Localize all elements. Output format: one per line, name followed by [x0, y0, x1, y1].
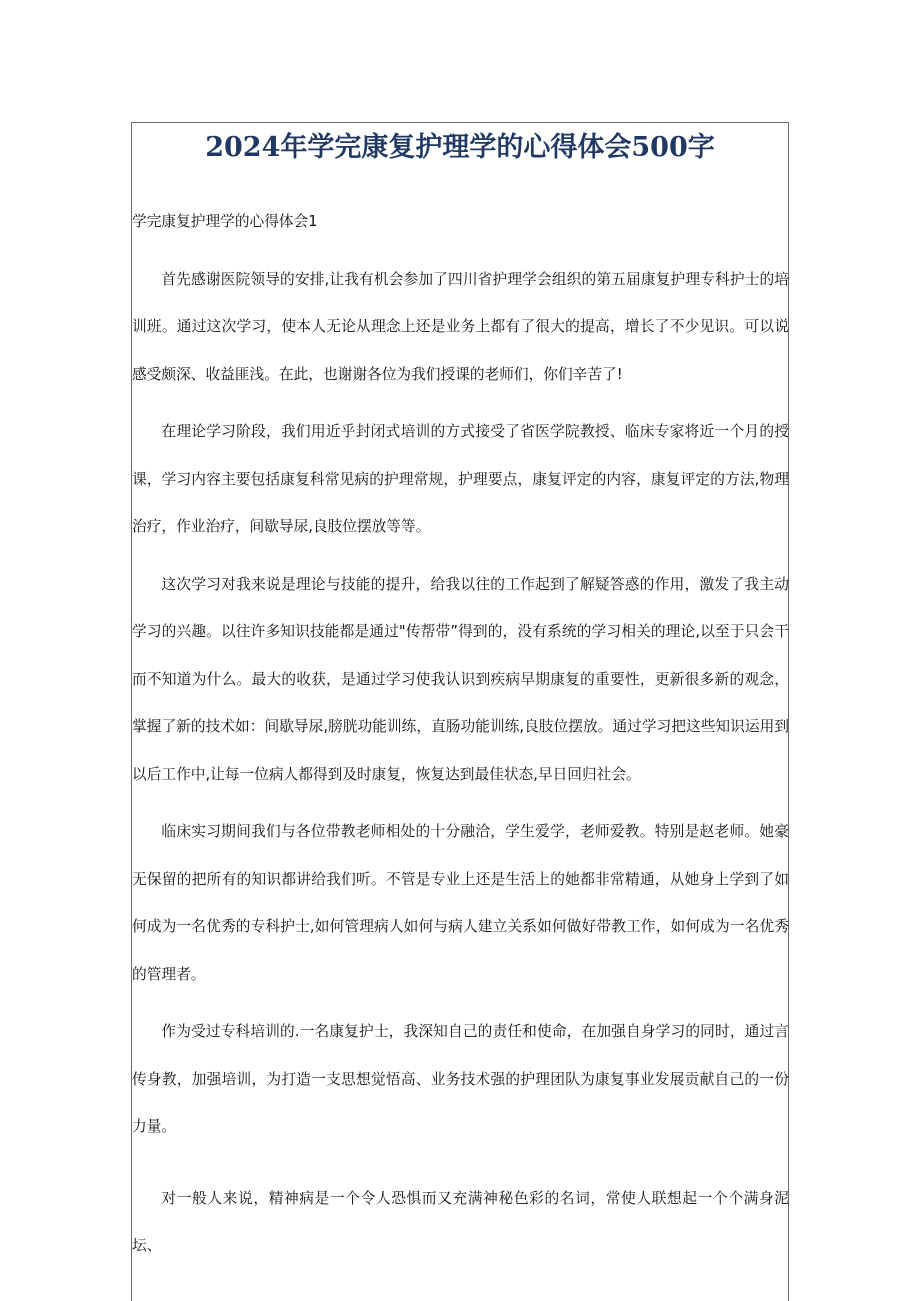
- paragraph-6: 对一般人来说，精神病是一个令人恐惧而又充满神秘色彩的名词，常使人联想起一个个满身泥坛、: [132, 1189, 789, 1254]
- paragraph-3: 这次学习对我来说是理论与技能的提升，给我以往的工作起到了解疑答惑的作用，激发了我主动学习的兴趣。以往许多知识技能都是通过"传帮带”得到的，没有系统的学习相关的理论,以至于只会干而不知道为什么。最大的收获，是通过学习使我认识到疾病早期康复的重要性，更新很多新的观念，掌握了新的技术如：间歇导尿,膀胱功能训练，直肠功能训练,良肢位摆放。通过学习把这些知识运用到以后工作中,让每一位病人都得到及时康复，恢复达到最佳状态,早日回归社会。: [132, 575, 789, 783]
- document-body: [132, 198, 789, 1270]
- paragraph-5: 作为受过专科培训的.一名康复护士，我深知自己的责任和使命，在加强自身学习的同时，通过言传身教，加强培训，为打造一支思想觉悟高、业务技术强的护理团队为康复事业发展贡献自己的一份力量。: [132, 1023, 789, 1135]
- paragraph-2: 在理论学习阶段，我们用近乎封闭式培训的方式接受了省医学院教授、临床专家将近一个月的授课，学习内容主要包括康复科常见病的护理常规，护理要点，康复评定的内容，康复评定的方法,物理治疗，作业治疗，间歇导尿,良肢位摆放等等。: [132, 423, 789, 535]
- paragraph-4: 临床实习期间我们与各位带教老师相处的十分融洽，学生爱学，老师爱教。特别是赵老师。她豪无保留的把所有的知识都讲给我们听。不管是专业上还是生活上的她都非常精通，从她身上学到了如何成为一名优秀的专科护士,如何管理病人如何与病人建立关系如何做好带教工作，如何成为一名优秀的管理者。: [132, 823, 789, 983]
- paragraph-1: 首先感谢医院领导的安排,让我有机会参加了四川省护理学会组织的第五届康复护理专科护士的培训班。通过这次学习，使本人无论从理念上还是业务上都有了很大的提高，增长了不少见识。可以说感受颇深、收益匪浅。在此，也谢谢各位为我们授课的老师们，你们辛苦了!: [132, 270, 789, 383]
- document-title: 2024年学完康复护理学的心得体会500字: [205, 132, 715, 163]
- section-heading: 学完康复护理学的心得体会1: [132, 213, 318, 230]
